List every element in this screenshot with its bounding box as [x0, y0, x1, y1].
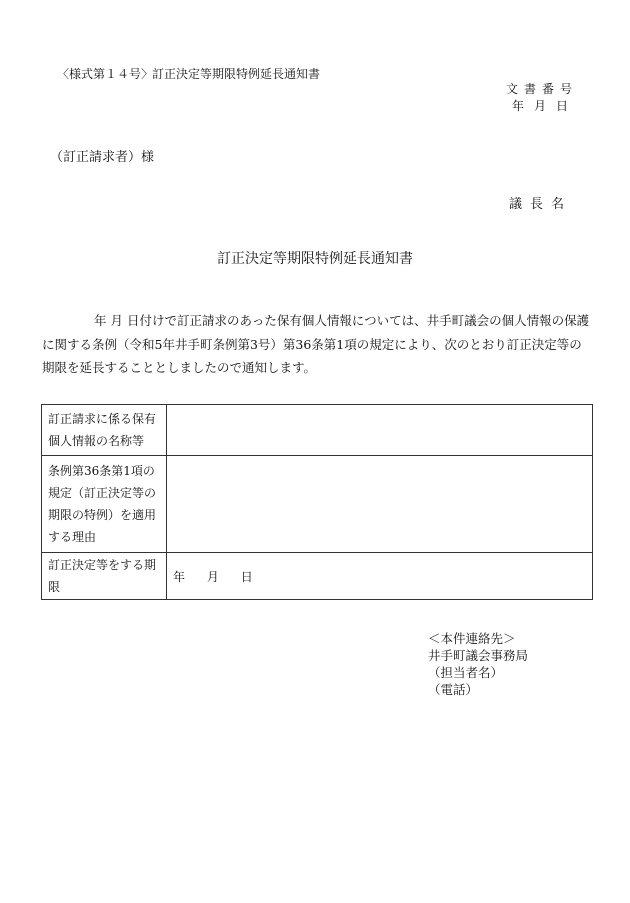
form-title-header: 訂正決定等期限特例延長通知書 — [152, 67, 321, 81]
table-row — [42, 456, 593, 553]
notice-body: 年 月 日付けで訂正請求のあった保有個人情報については、井手町議会の個人情報の保護に関する条例（令和5年井手町条例第3号）第36条第1項の規定により、次のとおり訂正決定等の期限を延長することとしましたので通知します。 — [42, 313, 590, 375]
contact-phone: （電話） — [428, 682, 479, 697]
document-title: 訂正決定等期限特例延長通知書 — [217, 251, 413, 267]
document-number-label: 文書番号 — [505, 82, 578, 96]
row-value-info-name — [167, 405, 593, 456]
chairperson-name: 議長名 — [508, 197, 572, 212]
contact-office: 井手町議会事務局 — [428, 648, 529, 663]
contact-person: （担当者名） — [428, 665, 504, 680]
row-label-deadline: 訂正決定等をする期限 — [42, 553, 167, 600]
details-table — [41, 404, 593, 600]
row-label-reason: 条例第36条第1項の規定（訂正決定等の期限の特例）を適用する理由 — [42, 456, 167, 553]
recipient-line: （訂正請求者）様 — [50, 150, 155, 165]
table-row — [42, 405, 593, 456]
form-number-label: 〈様式第１４号〉 — [57, 67, 154, 81]
deadline-month: 月 — [206, 569, 219, 584]
document-date-label: 年月日 — [511, 99, 578, 113]
row-value-deadline — [167, 553, 593, 600]
deadline-year: 年 — [173, 569, 186, 584]
row-value-reason — [167, 456, 593, 553]
table-row — [42, 553, 593, 600]
contact-block — [428, 630, 528, 698]
contact-heading: ＜本件連絡先＞ — [428, 631, 516, 646]
row-label-info-name: 訂正請求に係る保有個人情報の名称等 — [42, 405, 167, 456]
deadline-day: 日 — [240, 569, 253, 584]
